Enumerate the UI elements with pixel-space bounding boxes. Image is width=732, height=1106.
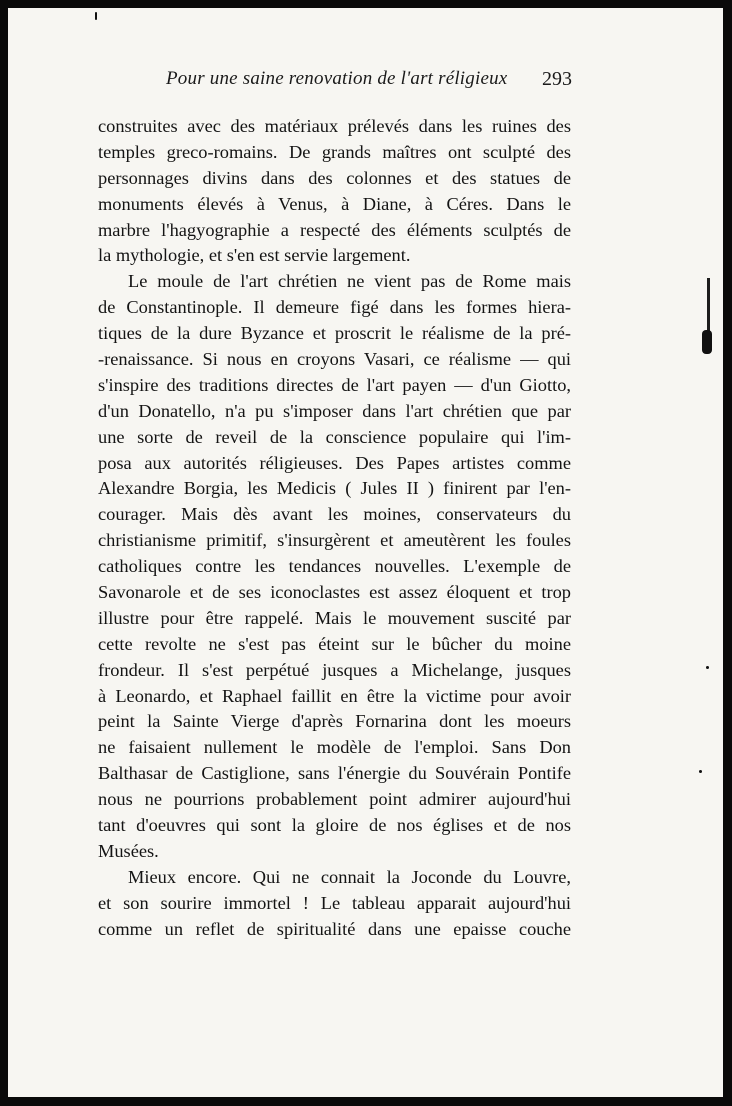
text-line: personnages divins dans des colonnes et des statues de	[98, 167, 571, 188]
text-line: construites avec des matériaux prélevés dans les ruines des	[98, 116, 571, 136]
text-line: Savonarole et de ses iconoclastes est assez éloquent et trop	[98, 582, 571, 603]
text-line: Musées.	[98, 840, 159, 861]
body-text	[98, 114, 571, 943]
page-number: 293	[542, 68, 572, 90]
text-line: ne faisaient nullement le modèle de l'emploi. Sans Don	[98, 737, 571, 758]
scan-speck	[699, 770, 702, 773]
text-line: à Leonardo, et Raphael faillit en être la victime pour avoir	[98, 685, 571, 706]
scan-border-bottom	[0, 1097, 732, 1106]
text-line: monuments élevés à Venus, à Diane, à Céres. Dans le	[98, 193, 571, 214]
text-line: Alexandre Borgia, les Medicis ( Jules II ) finirent par l'en-	[98, 478, 571, 499]
text-line: d'un Donatello, n'a pu s'imposer dans l'art chrétien que par	[98, 400, 571, 421]
text-line: christianisme primitif, s'insurgèrent et ameutèrent les foules	[98, 530, 571, 551]
page-header	[100, 68, 572, 96]
text-line: Le moule de l'art chrétien ne vient pas de Rome mais	[128, 271, 571, 292]
text-line: nous ne pourrions probablement point admirer aujourd'hui	[98, 789, 571, 810]
text-line: une sorte de reveil de la conscience populaire qui l'im-	[98, 426, 571, 447]
text-line: tant d'oeuvres qui sont la gloire de nos églises et de nos	[98, 815, 571, 836]
scan-speck	[95, 12, 97, 20]
text-line: peint la Sainte Vierge d'après Fornarina dont les moeurs	[98, 711, 571, 732]
scan-border-top	[0, 0, 732, 8]
scan-border-right	[723, 0, 732, 1106]
text-line: Balthasar de Castiglione, sans l'énergie du Souvérain Pontife	[98, 763, 571, 784]
text-line: marbre l'hagyographie a respecté des éléments sculptés de	[98, 219, 571, 240]
text-line: posa aux autorités réligieuses. Des Papes artistes comme	[98, 452, 571, 473]
text-line: la mythologie, et s'en est servie largement.	[98, 245, 411, 266]
text-line: catholiques contre les tendances nouvelles. L'exemple de	[98, 556, 571, 577]
margin-ink-mark	[700, 278, 714, 356]
text-line: s'inspire des traditions directes de l'art payen — d'un Giotto,	[98, 374, 571, 395]
text-line: -renaissance. Si nous en croyons Vasari, ce réalisme — qui	[98, 349, 571, 370]
text-line: tiques de la dure Byzance et proscrit le réalisme de la pré-	[98, 323, 571, 344]
scan-speck	[706, 666, 709, 669]
text-line: temples greco-romains. De grands maîtres ont sculpté des	[98, 141, 571, 162]
text-line: illustre pour être rappelé. Mais le mouvement suscité par	[98, 607, 571, 628]
text-line: cette revolte ne s'est pas éteint sur le bûcher du moine	[98, 633, 571, 654]
scan-border-left	[0, 0, 8, 1106]
text-line: de Constantinople. Il demeure figé dans les formes hiera-	[98, 297, 571, 318]
text-line: courager. Mais dès avant les moines, conservateurs du	[98, 504, 571, 525]
text-line: comme un reflet de spiritualité dans une epaisse couche	[98, 918, 571, 939]
text-line: Mieux encore. Qui ne connait la Joconde du Louvre,	[128, 866, 571, 887]
ink-blot	[702, 330, 712, 354]
text-line: et son sourire immortel ! Le tableau apparait aujourd'hui	[98, 892, 571, 913]
text-line: frondeur. Il s'est perpétué jusques a Michelange, jusques	[98, 659, 571, 680]
running-head: Pour une saine renovation de l'art réligieux	[166, 68, 508, 89]
